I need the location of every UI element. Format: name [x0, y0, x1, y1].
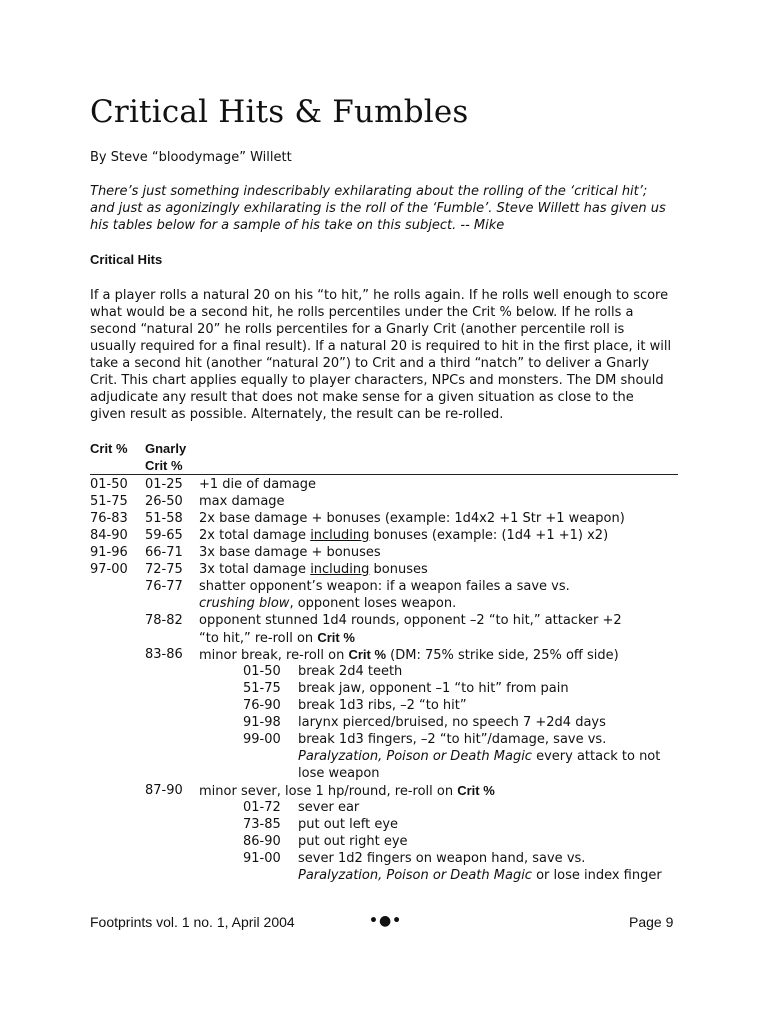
crit-range: 97-00: [90, 562, 128, 577]
intro-line: and just as agonizingly exhilarating is the roll of the ‘Fumble’. Steve Willett has given us: [90, 201, 666, 216]
byline: By Steve “bloodymage” Willett: [90, 150, 292, 165]
gnarly-range: 01-25: [145, 477, 183, 492]
result-text: [199, 544, 381, 561]
result-text: [199, 578, 570, 595]
result-part: 2x base damage + bonuses (example: 1d4x2 +1 Str +1 weapon): [199, 511, 625, 526]
result-continuation: [199, 595, 456, 612]
table-row: [90, 544, 690, 561]
table-row: [90, 765, 690, 782]
result-part: +1 die of damage: [199, 477, 317, 492]
table-row: [90, 612, 690, 629]
sub-roll-range: 99-00: [243, 732, 281, 747]
sub-result-part: put out left eye: [298, 817, 399, 832]
sub-result-italic: Paralyzation, Poison or Death Magic: [298, 868, 532, 883]
sub-result-text: [298, 850, 585, 867]
sub-result-text: [298, 714, 606, 731]
sub-result-text: [298, 799, 359, 816]
result-bold: Crit %: [457, 783, 495, 798]
crit-range: 76-83: [90, 511, 128, 526]
sub-result-part: put out right eye: [298, 834, 408, 849]
result-text: [199, 476, 316, 493]
paragraph-line: given result as possible. Alternately, the result can be re-rolled.: [90, 407, 504, 422]
sub-result-italic: Paralyzation, Poison or Death Magic: [298, 749, 532, 764]
result-part: “to hit,” re-roll on: [199, 631, 318, 646]
table-header-gnarly-line1: Gnarly: [145, 441, 187, 456]
crit-range: 01-50: [90, 477, 128, 492]
sub-result-part: break jaw, opponent –1 “to hit” from pain: [298, 681, 569, 696]
footer-publication: Footprints vol. 1 no. 1, April 2004: [90, 914, 295, 930]
intro-line: There’s just something indescribably exhilarating about the rolling of the ‘critical hit’;: [90, 184, 648, 199]
table-row: [90, 697, 690, 714]
table-row: [90, 646, 690, 663]
result-part: minor break, re-roll on: [199, 648, 349, 663]
result-part: minor sever, lose 1 hp/round, re-roll on: [199, 784, 458, 799]
result-part: (DM: 75% strike side, 25% off side): [386, 648, 619, 663]
result-part: , opponent loses weapon.: [289, 596, 457, 611]
page-title: Critical Hits & Fumbles: [90, 94, 469, 130]
sub-result-part: sever ear: [298, 800, 360, 815]
sub-result-part: lose weapon: [298, 766, 380, 781]
result-text: [199, 510, 625, 527]
gnarly-range: 76-77: [145, 579, 183, 594]
gnarly-range: 66-71: [145, 545, 183, 560]
paragraph-line: usually required for a final result). If a natural 20 is required to hit in the first place, it will: [90, 339, 672, 354]
result-part: 2x total damage: [199, 528, 311, 543]
crit-range: 51-75: [90, 494, 128, 509]
table-row: [90, 799, 690, 816]
table-row: [90, 680, 690, 697]
result-bold: Crit %: [348, 647, 387, 662]
gnarly-range: 72-75: [145, 562, 183, 577]
sub-roll-range: 91-98: [243, 715, 281, 730]
table-row: [90, 493, 690, 510]
result-part: bonuses: [369, 562, 428, 577]
result-part: 3x total damage: [199, 562, 311, 577]
sub-roll-range: 01-72: [243, 800, 281, 815]
gnarly-range: 87-90: [145, 783, 183, 798]
gnarly-range: 78-82: [145, 613, 183, 628]
result-text: [199, 527, 608, 544]
table-row: [90, 595, 690, 612]
sub-roll-range: 91-00: [243, 851, 281, 866]
sub-roll-range: 51-75: [243, 681, 281, 696]
paragraph-line: Crit. This chart applies equally to player characters, NPCs and monsters. The DM should: [90, 373, 664, 388]
sub-roll-range: 01-50: [243, 664, 281, 679]
paragraph-line: what would be a second hit, he rolls percentiles under the Crit % below. If he rolls a: [90, 305, 634, 320]
sub-result-part: sever 1d2 fingers on weapon hand, save vs.: [298, 851, 586, 866]
result-bold: Crit %: [317, 630, 355, 645]
table-row: [90, 867, 690, 884]
result-part: max damage: [199, 494, 285, 509]
table-row: [90, 748, 690, 765]
table-row: [90, 663, 690, 680]
result-text: [199, 493, 285, 510]
sub-result-text: [298, 680, 569, 697]
sub-result-text: [298, 833, 408, 850]
table-row: [90, 561, 690, 578]
result-underline: including: [310, 562, 370, 577]
table-header-gnarly-line2: Crit %: [145, 458, 183, 473]
paragraph-line: second “natural 20” he rolls percentiles for a Gnarly Crit (another percentile roll is: [90, 322, 625, 337]
sub-result-text: [298, 748, 660, 765]
section-heading: Critical Hits: [90, 252, 163, 267]
crit-table-body: [90, 476, 690, 884]
table-row: [90, 833, 690, 850]
table-row: [90, 629, 690, 646]
table-header-gnarly: [145, 440, 186, 474]
sub-roll-range: 76-90: [243, 698, 281, 713]
sub-result-text: [298, 731, 606, 748]
footer-page-number: Page 9: [629, 914, 674, 930]
result-text: [199, 612, 622, 629]
table-row: [90, 476, 690, 493]
sub-result-part: break 1d3 fingers, –2 “to hit”/damage, save vs.: [298, 732, 607, 747]
sub-result-part: every attack to not: [531, 749, 661, 764]
crit-range: 91-96: [90, 545, 128, 560]
table-header-rule: [90, 474, 678, 475]
sub-roll-range: 73-85: [243, 817, 281, 832]
table-row: [90, 816, 690, 833]
gnarly-range: 26-50: [145, 494, 183, 509]
paragraph-line: take a second hit (another “natural 20”) to Crit and a third “natch” to deliver a Gnarly: [90, 356, 650, 371]
result-part: bonuses (example: (1d4 +1 +1) x2): [369, 528, 609, 543]
sub-result-part: break 2d4 teeth: [298, 664, 403, 679]
table-row: [90, 578, 690, 595]
sub-result-part: break 1d3 ribs, –2 “to hit”: [298, 698, 467, 713]
sub-result-text: [298, 765, 380, 782]
table-row: [90, 510, 690, 527]
result-text: [199, 561, 428, 578]
footer-ornament: •●•: [369, 913, 403, 929]
table-header-crit: Crit %: [90, 441, 128, 456]
result-text: [199, 782, 495, 800]
paragraph-line: If a player rolls a natural 20 on his “to hit,” he rolls again. If he rolls well enough to score: [90, 288, 669, 303]
sub-result-text: [298, 816, 398, 833]
gnarly-range: 59-65: [145, 528, 183, 543]
sub-result-part: or lose index finger: [531, 868, 662, 883]
rules-paragraph: [90, 287, 690, 423]
paragraph-line: adjudicate any result that does not make sense for a given situation as close to the: [90, 390, 634, 405]
result-italic: crushing blow: [199, 596, 290, 611]
gnarly-range: 51-58: [145, 511, 183, 526]
sub-roll-range: 86-90: [243, 834, 281, 849]
table-row: [90, 527, 690, 544]
intro-paragraph: [90, 183, 690, 234]
sub-result-text: [298, 697, 467, 714]
crit-range: 84-90: [90, 528, 128, 543]
sub-result-part: larynx pierced/bruised, no speech 7 +2d4 days: [298, 715, 606, 730]
result-part: 3x base damage + bonuses: [199, 545, 381, 560]
result-part: opponent stunned 1d4 rounds, opponent –2 “to hit,” attacker +2: [199, 613, 622, 628]
result-underline: including: [310, 528, 370, 543]
result-continuation: [199, 629, 355, 647]
table-row: [90, 850, 690, 867]
table-row: [90, 782, 690, 799]
gnarly-range: 83-86: [145, 647, 183, 662]
intro-line: his tables below for a sample of his take on this subject. -- Mike: [90, 218, 505, 233]
table-row: [90, 731, 690, 748]
result-part: shatter opponent’s weapon: if a weapon failes a save vs.: [199, 579, 570, 594]
sub-result-text: [298, 663, 402, 680]
table-row: [90, 714, 690, 731]
sub-result-text: [298, 867, 662, 884]
result-text: [199, 646, 619, 664]
